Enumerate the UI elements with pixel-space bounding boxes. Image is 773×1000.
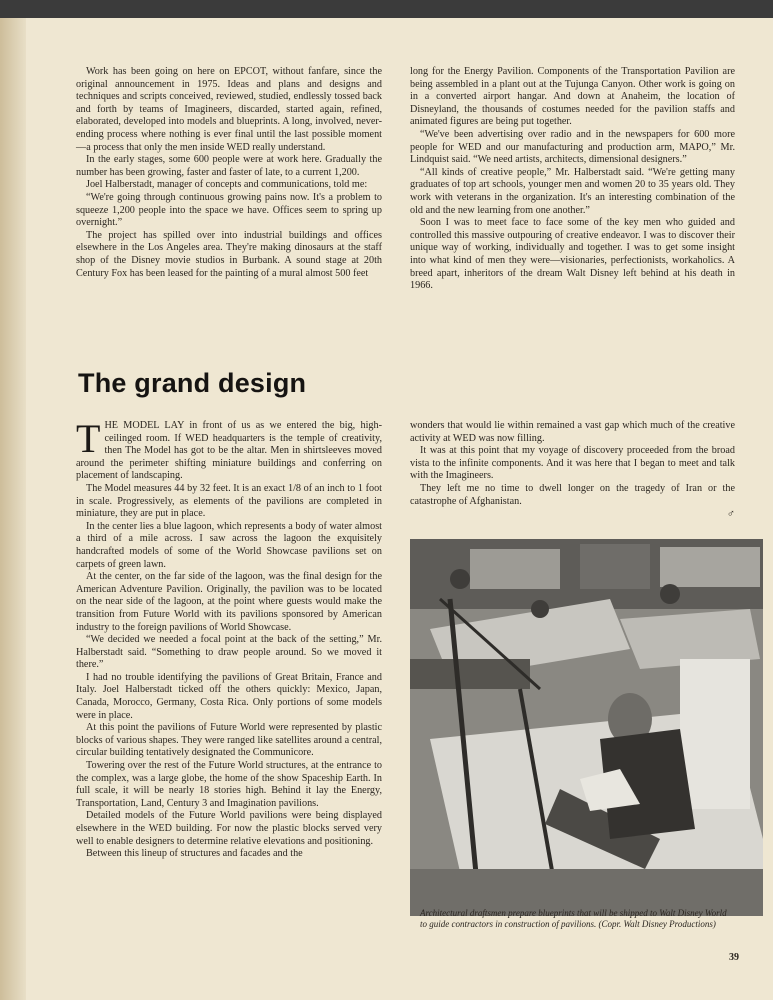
paragraph: It was at this point that my voyage of discovery proceeded from the broad vista to the infinite components. And it was here that I began to meet and talk with the Imagineers. (410, 445, 735, 482)
paragraph: The project has spilled over into industrial buildings and offices elsewhere in the Los Angeles area. They're making dinosaurs at the staff shop of the Disney movie studios in Burbank. A sound stage at 20th Century Fox has been leased for the painting of a mural almost 500 feet (76, 229, 382, 279)
drop-cap: T (76, 416, 101, 461)
magazine-page (0, 18, 773, 1000)
drafting-room-photo (410, 539, 763, 916)
column-top-right (410, 66, 735, 293)
photo-caption: Architectural draftsmen prepare blueprints that will be shipped to Walt Disney World to guide contractors in construction of pavilions. (Copr. Walt Disney Productions) (420, 908, 727, 929)
paragraph: In the center lies a blue lagoon, which represents a body of water almost a third of a mile across. I saw across the lagoon the exquisitely handcrafted models of some of the World Showcase pavilions set on carpets of green lawn. (76, 520, 382, 570)
column-top-left (76, 66, 382, 280)
paragraph: I had no trouble identifying the pavilions of Great Britain, France and Italy. Joel Halberstadt ticked off the others quickly: Mexico, Japan, Canada, Morocco, Germany, Costa Rica. Only portions of some models were in place. (76, 671, 382, 721)
paragraph: Detailed models of the Future World pavilions were being displayed elsewhere in the WED building. For now the plastic blocks served very well to enable designers to determine relative elevations and positioning. (76, 810, 382, 847)
paragraph: They left me no time to dwell longer on the tragedy of Iran or the catastrophe of Afghanistan. (410, 482, 735, 507)
paragraph: “We decided we needed a focal point at the back of the setting,” Mr. Halberstadt said. “Something to draw people around. So we moved it there.” (76, 634, 382, 671)
paragraph: Towering over the rest of the Future World structures, at the entrance to the complex, was a large globe, the home of the show Spaceship Earth. In full scale, it will be nearly 18 stories high. Behind it lay the Energy, Transportation, Land, Century 3 and Imagination pavilions. (76, 760, 382, 809)
paragraph: “We've been advertising over radio and in the newspapers for 600 more people for WED and our manufacturing and production arm, MAPO,” Mr. Lindquist said. “We need artists, architects, dimensional designers.” (410, 128, 735, 166)
paragraph: wonders that would lie within remained a vast gap which much of the creative activity at WED was now filling. (410, 420, 735, 444)
paragraph: Between this lineup of structures and facades and the (86, 848, 303, 860)
paragraph: The Model measures 44 by 32 feet. It is an exact 1/8 of an inch to 1 foot in scale. Progressively, as elements of the pavilions are completed in miniature, they are put in place. (76, 482, 382, 520)
paragraph: Joel Halberstadt, manager of concepts and communications, told me: (86, 179, 368, 191)
paragraph: long for the Energy Pavilion. Components of the Transportation Pavilion are being assembled in a plant out at the Tujunga Canyon. Other work is going on in a converted airport hangar. And down at Anaheim, the location of Disneyland, the thousands of costumes needed for the pavilion staffs and animated figures are being put together. (410, 66, 735, 128)
paragraph: At this point the pavilions of Future World were represented by plastic blocks of various shapes. They were ranged like satellites around a central, circular building tentatively designated the Communicore. (76, 722, 382, 759)
paragraph: “All kinds of creative people,” Mr. Halberstadt said. “We're getting many graduates of top art schools, younger men and women 20 to 35 years old. They work with veterans in the organization. It's an interesting combination of the old and the new learning from one another.” (410, 166, 735, 216)
lead-paragraph (76, 416, 382, 483)
column-bottom-left (76, 416, 382, 861)
paragraph: Work has been going on here on EPCOT, without fanfare, since the original announcement in 1975. Ideas and plans and designs and techniques and scripts conceived, reviewed, studied, endlessly tossed back and forth by teams of Imagineers, discarded, started again, refined, elaborated, developed into models and blueprints. A long, involved, never-ending process where nothing is ever final until the last possible moment—a process that only the men inside WED really understand. (76, 66, 382, 153)
page-number: 39 (729, 952, 739, 963)
paragraph: At the center, on the far side of the lagoon, was the final design for the American Adventure Pavilion. Originally, the pavilion was to be located on the near side of the lagoon, at the point where guests would make the transition from Future World with its pavilions sponsored by American industry to the foreign pavilions of World Showcase. (76, 571, 382, 633)
scan-top-edge (0, 0, 773, 18)
paragraph: Soon I was to meet face to face some of the key men who guided and controlled this massive outpouring of creative endeavor. I was to discover their unique way of working, individually and together. I was to get some insight into what kind of men they were—visionaries, perfectionists, workaholics. A breed apart, inheritors of the dream Walt Disney left behind at his death in 1966. (410, 217, 735, 292)
section-heading: The grand design (78, 368, 307, 398)
column-bottom-right (410, 420, 735, 521)
lead-text: HE MODEL LAY in front of us as we entered the big, high-ceilinged room. If WED headquarters is the temple of creativity, then The Model has got to be the altar. Men in shirtsleeves moved around the perimeter shifting miniature buildings and conferring on placement of landscaping. (76, 420, 382, 482)
paragraph: In the early stages, some 600 people were at work here. Gradually the number has been growing, faster and faster of late, to a current 1,200. (76, 154, 382, 178)
end-mark-icon: ♂ (726, 508, 735, 521)
paragraph: “We're going through continuous growing pains now. It's a problem to squeeze 1,200 people into the space we have. Offices seem to spring up overnight.” (76, 191, 382, 229)
